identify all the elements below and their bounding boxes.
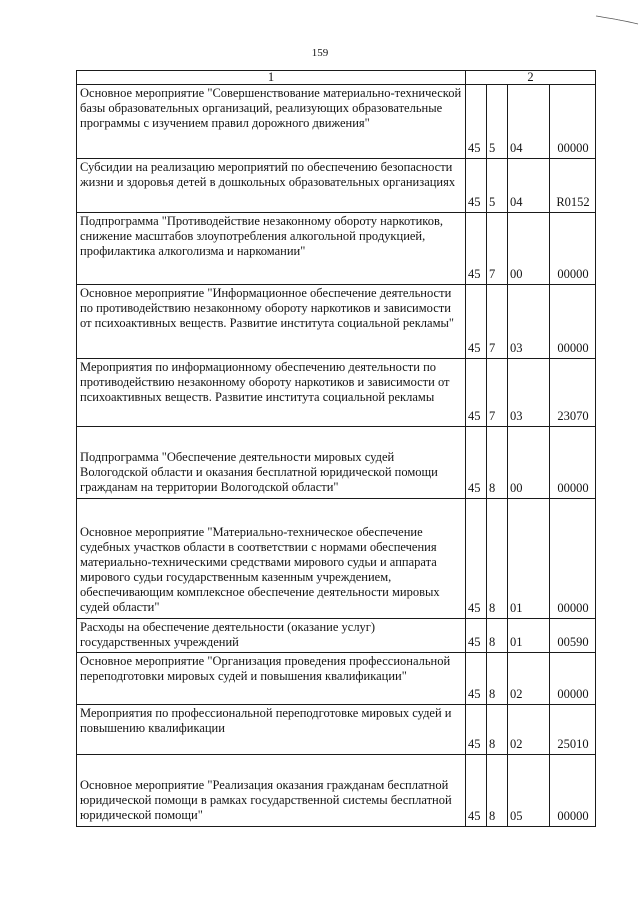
table-row: [77, 359, 596, 427]
ministry-code-cell: 45: [466, 159, 487, 213]
ministry-code-cell: 45: [466, 619, 487, 653]
target-code-cell: 00000: [550, 285, 596, 359]
row-name-cell: Подпрограмма "Обеспечение деятельности мировых судей Вологодской области и оказания бесплатной юридической помощи гражданам на территории Вологодской области": [77, 427, 466, 499]
subsection-code-cell: 03: [508, 285, 550, 359]
section-code-cell: 8: [487, 619, 508, 653]
row-name-cell: Основное мероприятие "Материально-техническое обеспечение судебных участков области в соответствии с нормами обеспечения материально-техническими средствами мирового судьи и аппарата мирового судьи государственным казенным учреждением, обеспечивающим комплексное обеспечение деятельности мировых судей области": [77, 499, 466, 619]
subsection-code-cell: 03: [508, 359, 550, 427]
section-code-cell: 8: [487, 427, 508, 499]
table-row: [77, 619, 596, 653]
ministry-code-cell: 45: [466, 213, 487, 285]
subsection-code-cell: 01: [508, 619, 550, 653]
section-code-cell: 5: [487, 85, 508, 159]
table-row: [77, 285, 596, 359]
section-code-cell: 8: [487, 755, 508, 827]
header-col-1: 1: [77, 71, 466, 85]
target-code-cell: R0152: [550, 159, 596, 213]
row-name-cell: Основное мероприятие "Информационное обеспечение деятельности по противодействию незаконному обороту наркотиков и зависимости от психоактивных веществ. Развитие института социальной рекламы": [77, 285, 466, 359]
section-code-cell: 8: [487, 705, 508, 755]
subsection-code-cell: 02: [508, 653, 550, 705]
page-number: 159: [311, 47, 329, 59]
target-code-cell: 23070: [550, 359, 596, 427]
section-code-cell: 8: [487, 499, 508, 619]
table-row: [77, 755, 596, 827]
row-name-cell: Мероприятия по информационному обеспечению деятельности по противодействию незаконному обороту наркотиков и зависимости от психоактивных веществ. Развитие института социальной рекламы: [77, 359, 466, 427]
table-row: [77, 705, 596, 755]
table-row: [77, 499, 596, 619]
section-code-cell: 7: [487, 359, 508, 427]
ministry-code-cell: 45: [466, 499, 487, 619]
ministry-code-cell: 45: [466, 85, 487, 159]
table-row: [77, 159, 596, 213]
table-row: [77, 85, 596, 159]
section-code-cell: 5: [487, 159, 508, 213]
table-row: [77, 213, 596, 285]
subsection-code-cell: 02: [508, 705, 550, 755]
target-code-cell: 00000: [550, 653, 596, 705]
subsection-code-cell: 04: [508, 159, 550, 213]
subsection-code-cell: 05: [508, 755, 550, 827]
ministry-code-cell: 45: [466, 285, 487, 359]
scan-artifact-mark: [594, 14, 640, 26]
row-name-cell: Подпрограмма "Противодействие незаконному обороту наркотиков, снижение масштабов злоупотребления алкогольной продукцией, профилактика алкоголизма и наркомании": [77, 213, 466, 285]
target-code-cell: 00590: [550, 619, 596, 653]
ministry-code-cell: 45: [466, 653, 487, 705]
budget-classification-table: [76, 70, 596, 827]
target-code-cell: 00000: [550, 755, 596, 827]
table-header-row: [77, 71, 596, 85]
section-code-cell: 8: [487, 653, 508, 705]
row-name-cell: Основное мероприятие "Совершенствование материально-технической базы образовательных организаций, реализующих образовательные программы с изучением правил дорожного движения": [77, 85, 466, 159]
header-col-2: 2: [466, 71, 596, 85]
target-code-cell: 00000: [550, 85, 596, 159]
ministry-code-cell: 45: [466, 427, 487, 499]
target-code-cell: 00000: [550, 499, 596, 619]
section-code-cell: 7: [487, 285, 508, 359]
row-name-cell: Мероприятия по профессиональной переподготовке мировых судей и повышению квалификации: [77, 705, 466, 755]
target-code-cell: 00000: [550, 427, 596, 499]
subsection-code-cell: 00: [508, 213, 550, 285]
section-code-cell: 7: [487, 213, 508, 285]
table-row: [77, 427, 596, 499]
row-name-cell: Основное мероприятие "Организация проведения профессиональной переподготовки мировых судей и повышения квалификации": [77, 653, 466, 705]
subsection-code-cell: 01: [508, 499, 550, 619]
ministry-code-cell: 45: [466, 705, 487, 755]
target-code-cell: 25010: [550, 705, 596, 755]
subsection-code-cell: 04: [508, 85, 550, 159]
row-name-cell: Расходы на обеспечение деятельности (оказание услуг) государственных учреждений: [77, 619, 466, 653]
row-name-cell: Субсидии на реализацию мероприятий по обеспечению безопасности жизни и здоровья детей в дошкольных образовательных организациях: [77, 159, 466, 213]
ministry-code-cell: 45: [466, 359, 487, 427]
subsection-code-cell: 00: [508, 427, 550, 499]
ministry-code-cell: 45: [466, 755, 487, 827]
table-row: [77, 653, 596, 705]
target-code-cell: 00000: [550, 213, 596, 285]
row-name-cell: Основное мероприятие "Реализация оказания гражданам бесплатной юридической помощи в рамках государственной системы бесплатной юридической помощи": [77, 755, 466, 827]
